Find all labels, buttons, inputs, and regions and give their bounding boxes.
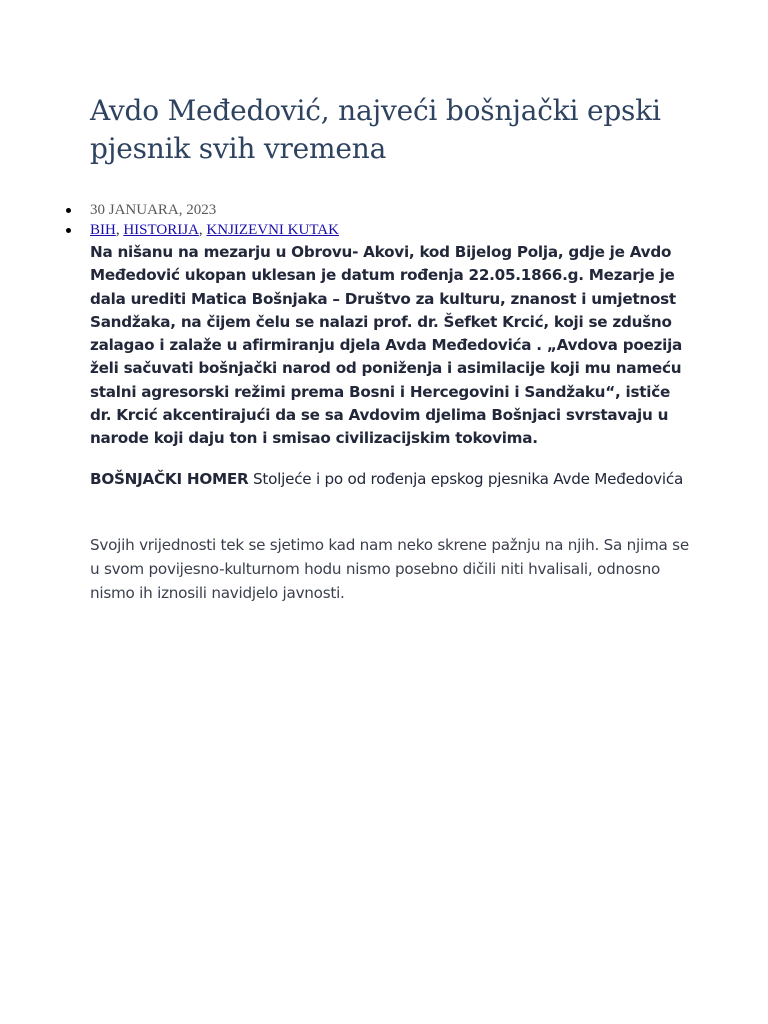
- article-date: 30 JANUARA, 2023: [90, 202, 217, 218]
- bullet-icon: [66, 208, 71, 213]
- category-link-knjizevni-kutak[interactable]: KNJIZEVNI KUTAK: [206, 222, 339, 238]
- article-title: Avdo Međedović, najveći bošnjački epski pjesnik svih vremena: [90, 94, 661, 165]
- subheading: [90, 468, 690, 492]
- subheading-bold: BOŠNJAČKI HOMER: [90, 470, 249, 488]
- meta-categories-item: [64, 220, 339, 240]
- article-meta-list: [64, 200, 339, 240]
- meta-date-item: [64, 200, 339, 220]
- category-separator: ,: [115, 222, 124, 238]
- category-separator: ,: [198, 222, 207, 238]
- bullet-icon: [66, 228, 71, 233]
- body-paragraph: Svojih vrijednosti tek se sjetimo kad nam neko skrene pažnju na njih. Sa njima se u svom povijesno-kulturnom hodu nismo posebno dičili niti hvalisali, odnosno nismo ih iznosili navidjelo javnosti.: [90, 536, 689, 602]
- subheading-rest: Stoljeće i po od rođenja epskog pjesnika Avde Međedovića: [248, 470, 684, 488]
- category-link-bih[interactable]: BIH: [90, 222, 116, 238]
- lead-paragraph: Na nišanu na mezarju u Obrovu- Akovi, kod Bijelog Polja, gdje je Avdo Međedović ukopan uklesan je datum rođenja 22.05.1866.g. Mezarje je dala urediti Matica Bošnjaka – Društvo za kulturu, znanost i umjetnost Sandžaka, na čijem čelu se nalazi prof. dr. Šefket Krcić, koji se zdušno zalagao i zalaže u afirmiranju djela Avda Međedovića . „Avdova poezija želi sačuvati bošnjački narod od poniženja i asimilacije koji mu nameću stalni agresorski režimi prema Bosni i Hercegovini i Sandžaku“, ističe dr. Krcić akcentirajući da se sa Avdovim djelima Bošnjaci svrstavaju u narode koji daju ton i smisao civilizacijskim tokovima.: [90, 243, 683, 448]
- category-link-historija[interactable]: HISTORIJA: [123, 222, 199, 238]
